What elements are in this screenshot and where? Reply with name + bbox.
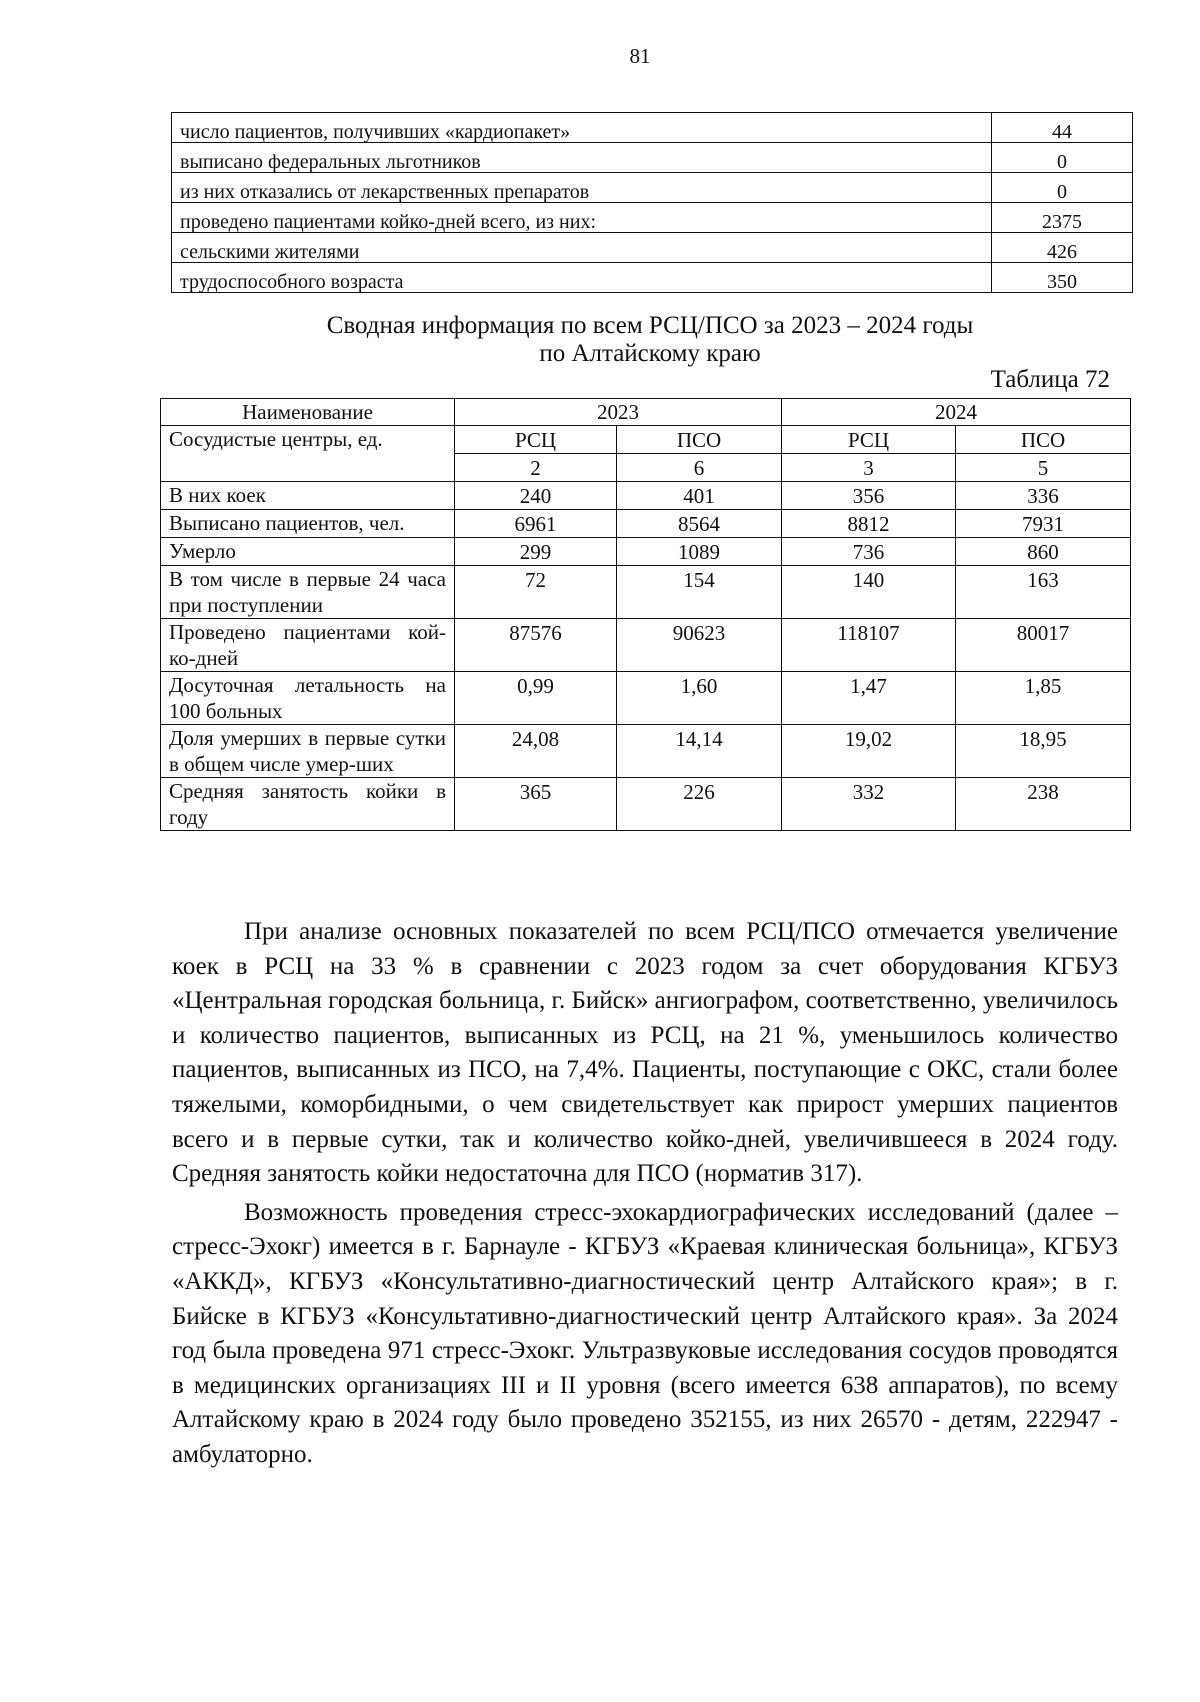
- stroke-centers-table: [160, 398, 1131, 831]
- table-row: [172, 143, 1133, 173]
- row-value: 426: [992, 233, 1133, 263]
- cell: 240: [455, 482, 617, 510]
- table-row: [161, 510, 1131, 538]
- row-label: из них отказались от лекарственных препаратов: [172, 173, 992, 203]
- row-label: сельскими жителями: [172, 233, 992, 263]
- table-row: [161, 619, 1131, 672]
- table-row: [172, 203, 1133, 233]
- table-row: [161, 778, 1131, 831]
- cell: 1,60: [617, 672, 782, 725]
- row-name: Умерло: [161, 538, 455, 566]
- table-row: [161, 538, 1131, 566]
- cell: 90623: [617, 619, 782, 672]
- summary-table: [171, 112, 1133, 293]
- table-row: [161, 566, 1131, 619]
- cell: 118107: [782, 619, 956, 672]
- section-title-line2: по Алтайскому краю: [539, 340, 761, 367]
- cell: 356: [782, 482, 956, 510]
- row-label: проведено пациентами койко-дней всего, из них:: [172, 203, 992, 233]
- cell: 299: [455, 538, 617, 566]
- cell: 163: [956, 566, 1131, 619]
- cell: 6961: [455, 510, 617, 538]
- table-row: [172, 263, 1133, 293]
- cell: 87576: [455, 619, 617, 672]
- page-number: 81: [629, 44, 651, 68]
- cell: 365: [455, 778, 617, 831]
- table-row: [172, 173, 1133, 203]
- table-subheader-row: [161, 426, 1131, 454]
- row-name: Выписано пациентов, чел.: [161, 510, 455, 538]
- count-pso-2023: 6: [617, 454, 782, 482]
- row-name: Проведено пациентами кой-ко-дней: [161, 619, 455, 672]
- header-year-2023: 2023: [455, 399, 782, 426]
- header-col-rsc-2023: РСЦ: [455, 426, 617, 454]
- header-col-pso-2024: ПСО: [956, 426, 1131, 454]
- cell: 736: [782, 538, 956, 566]
- header-name: Наименование: [161, 399, 455, 426]
- header-centers: Сосудистые центры, ед.: [161, 426, 455, 482]
- table-header-row: [161, 399, 1131, 426]
- cell: 154: [617, 566, 782, 619]
- cell: 860: [956, 538, 1131, 566]
- body-text: [172, 915, 1118, 1477]
- section-title-line1: Сводная информация по всем РСЦ/ПСО за 2023 – 2024 годы: [326, 312, 974, 339]
- row-value: 0: [992, 143, 1133, 173]
- row-name: В том числе в первые 24 часа при поступлении: [161, 566, 455, 619]
- row-name: Средняя занятость койки в году: [161, 778, 455, 831]
- paragraph: Возможность проведения стресс-эхокардиографических исследований (далее – стресс-Эхокг) имеется в г. Барнауле - КГБУЗ «Краевая клиническая больница», КГБУЗ «АККД», КГБУЗ «Консультативно-диагностический центр Алтайского края»; в г. Бийске в КГБУЗ «Консультативно-диагностический центр Алтайского края». За 2024 год была проведена 971 стресс-Эхокг. Ультразвуковые исследования сосудов проводятся в медицинских организациях III и II уровня (всего имеется 638 аппаратов), по всему Алтайскому краю в 2024 году было проведено 352155, из них 26570 - детям, 222947 - амбулаторно.: [172, 1198, 1118, 1468]
- row-label: трудоспособного возраста: [172, 263, 992, 293]
- table-row: [172, 233, 1133, 263]
- table-number: Таблица 72: [990, 366, 1110, 393]
- row-value: 350: [992, 263, 1133, 293]
- section-title: [200, 312, 1100, 368]
- cell: 1,47: [782, 672, 956, 725]
- cell: 72: [455, 566, 617, 619]
- table-row: [172, 113, 1133, 143]
- cell: 8564: [617, 510, 782, 538]
- cell: 226: [617, 778, 782, 831]
- cell: 14,14: [617, 725, 782, 778]
- row-name: Доля умерших в первые сутки в общем числе умер-ших: [161, 725, 455, 778]
- cell: 8812: [782, 510, 956, 538]
- cell: 336: [956, 482, 1131, 510]
- cell: 238: [956, 778, 1131, 831]
- count-rsc-2023: 2: [455, 454, 617, 482]
- cell: 1089: [617, 538, 782, 566]
- header-year-2024: 2024: [782, 399, 1131, 426]
- row-value: 0: [992, 173, 1133, 203]
- row-value: 44: [992, 113, 1133, 143]
- cell: 18,95: [956, 725, 1131, 778]
- count-pso-2024: 5: [956, 454, 1131, 482]
- count-rsc-2024: 3: [782, 454, 956, 482]
- table-row: [161, 725, 1131, 778]
- row-label: выписано федеральных льготников: [172, 143, 992, 173]
- cell: 1,85: [956, 672, 1131, 725]
- header-col-pso-2023: ПСО: [617, 426, 782, 454]
- cell: 401: [617, 482, 782, 510]
- cell: 332: [782, 778, 956, 831]
- cell: 0,99: [455, 672, 617, 725]
- header-col-rsc-2024: РСЦ: [782, 426, 956, 454]
- row-name: Досуточная летальность на 100 больных: [161, 672, 455, 725]
- table-row: [161, 672, 1131, 725]
- cell: 19,02: [782, 725, 956, 778]
- cell: 140: [782, 566, 956, 619]
- paragraph: При анализе основных показателей по всем РСЦ/ПСО отмечается увеличение коек в РСЦ на 33 % в сравнении с 2023 годом за счет оборудования КГБУЗ «Центральная городская больница, г. Бийск» ангиографом, соответственно, увеличилось и количество пациентов, выписанных из РСЦ, на 21 %, уменьшилось количество пациентов, выписанных из ПСО, на 7,4%. Пациенты, поступающие с ОКС, стали более тяжелыми, коморбидными, о чем свидетельствует как прирост умерших пациентов всего и в первые сутки, так и количество койко-дней, увеличившееся в 2024 году. Средняя занятость койки недостаточна для ПСО (норматив 317).: [172, 918, 1118, 1188]
- cell: 24,08: [455, 725, 617, 778]
- row-label: число пациентов, получивших «кардиопакет»: [172, 113, 992, 143]
- row-name: В них коек: [161, 482, 455, 510]
- cell: 80017: [956, 619, 1131, 672]
- table-row: [161, 482, 1131, 510]
- row-value: 2375: [992, 203, 1133, 233]
- cell: 7931: [956, 510, 1131, 538]
